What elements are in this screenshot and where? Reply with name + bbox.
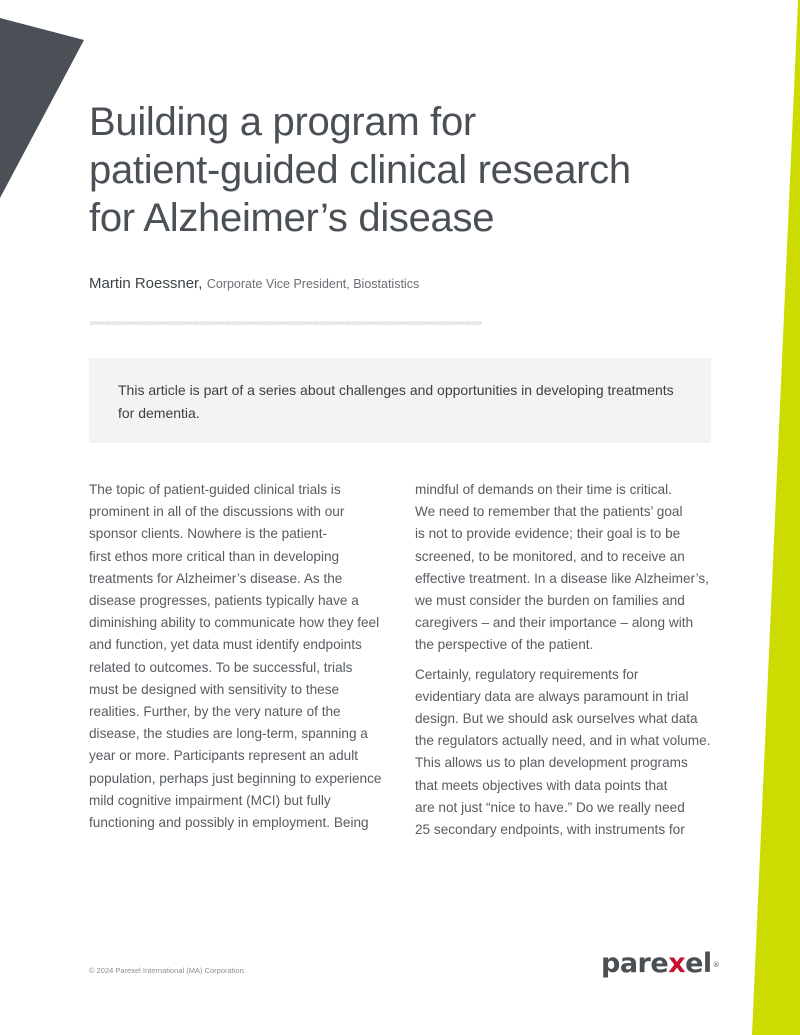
author-name: Martin Roessner, (89, 275, 203, 292)
corner-triangle (0, 18, 84, 198)
body-line: year or more. Participants represent an adult (89, 748, 358, 764)
body-line: functioning and possibly in employment. Being (89, 815, 369, 831)
body-line: population, perhaps just beginning to experience (89, 770, 382, 786)
body-paragraph (415, 479, 715, 657)
body-line: we must consider the burden on families and (415, 593, 685, 609)
copyright-notice: © 2024 Parexel International (MA) Corporation. (89, 966, 246, 975)
body-line: mild cognitive impairment (MCI) but fully (89, 792, 331, 808)
body-line: disease progresses, patients typically have a (89, 593, 359, 609)
callout-line: for dementia. (118, 404, 200, 421)
body-column-left (89, 479, 389, 834)
body-paragraph (415, 664, 715, 842)
body-line: effective treatment. In a disease like Alzheimer’s, (415, 570, 709, 586)
logo-text-part: el (685, 948, 712, 979)
body-line: sponsor clients. Nowhere is the patient- (89, 526, 328, 542)
page-title (89, 98, 729, 242)
body-line: the regulators actually need, and in what volume. (415, 733, 711, 749)
body-line: diminishing ability to communicate how they feel (89, 615, 380, 631)
body-line: This allows us to plan development programs (415, 755, 688, 771)
body-line: and function, yet data must identify endpoints (89, 637, 362, 653)
body-line: evidentiary data are always paramount in trial (415, 688, 689, 704)
callout-line: This article is part of a series about challenges and opportunities in developing treatments (118, 382, 674, 398)
body-line: The topic of patient-guided clinical trials is (89, 482, 341, 497)
author-line (89, 275, 419, 293)
accent-strip (750, 0, 800, 1035)
body-line: is not to provide evidence; their goal is to be (415, 526, 681, 542)
corner-triangle-shape (0, 0, 90, 200)
body-line: 25 secondary endpoints, with instruments for (415, 822, 685, 838)
body-line: We need to remember that the patients’ goal (415, 504, 683, 520)
body-line: treatments for Alzheimer’s disease. As the (89, 570, 343, 586)
body-line: first ethos more critical than in developing (89, 548, 340, 564)
chevron-divider: ›››››››››››››››››››››››››››››››››››››››››››››››››››››››››››››››››››››››››››››››››››››››››››››››››››››››››››››››››››››››››››››››››››››››››››››››››››››››››››››››› (89, 318, 481, 329)
body-line: mindful of demands on their time is critical. (415, 482, 672, 497)
title-line: for Alzheimer’s disease (89, 196, 495, 240)
logo-text-part: pare (601, 948, 669, 979)
body-line: related to outcomes. To be successful, trials (89, 659, 353, 675)
accent-strip-band (752, 0, 800, 1035)
author-role: Corporate Vice President, Biostatistics (206, 277, 420, 291)
body-line: are not just “nice to have.” Do we really need (415, 799, 685, 815)
body-line: that meets objectives with data points that (415, 777, 668, 793)
body-line: caregivers – and their importance – along with (415, 615, 694, 631)
title-line: patient-guided clinical research (89, 148, 631, 192)
body-paragraph (89, 479, 389, 834)
series-callout (89, 358, 711, 443)
title-line: Building a program for (89, 100, 476, 144)
paragraph-gap (415, 657, 715, 664)
body-line: design. But we should ask ourselves what data (415, 711, 698, 727)
body-line: the perspective of the patient. (415, 637, 594, 653)
body-line: Certainly, regulatory requirements for (415, 666, 639, 682)
parexel-logo (601, 946, 719, 982)
callout-text (118, 379, 683, 424)
body-line: prominent in all of the discussions with our (89, 504, 345, 520)
body-line: disease, the studies are long-term, spanning a (89, 726, 368, 742)
body-line: must be designed with sensitivity to these (89, 681, 340, 697)
registered-mark: ® (712, 961, 720, 969)
body-line: realities. Further, by the very nature of the (89, 704, 341, 720)
logo-x-mark: x (668, 948, 686, 979)
body-line: screened, to be monitored, and to receive an (415, 548, 685, 564)
body-column-right (415, 479, 715, 841)
